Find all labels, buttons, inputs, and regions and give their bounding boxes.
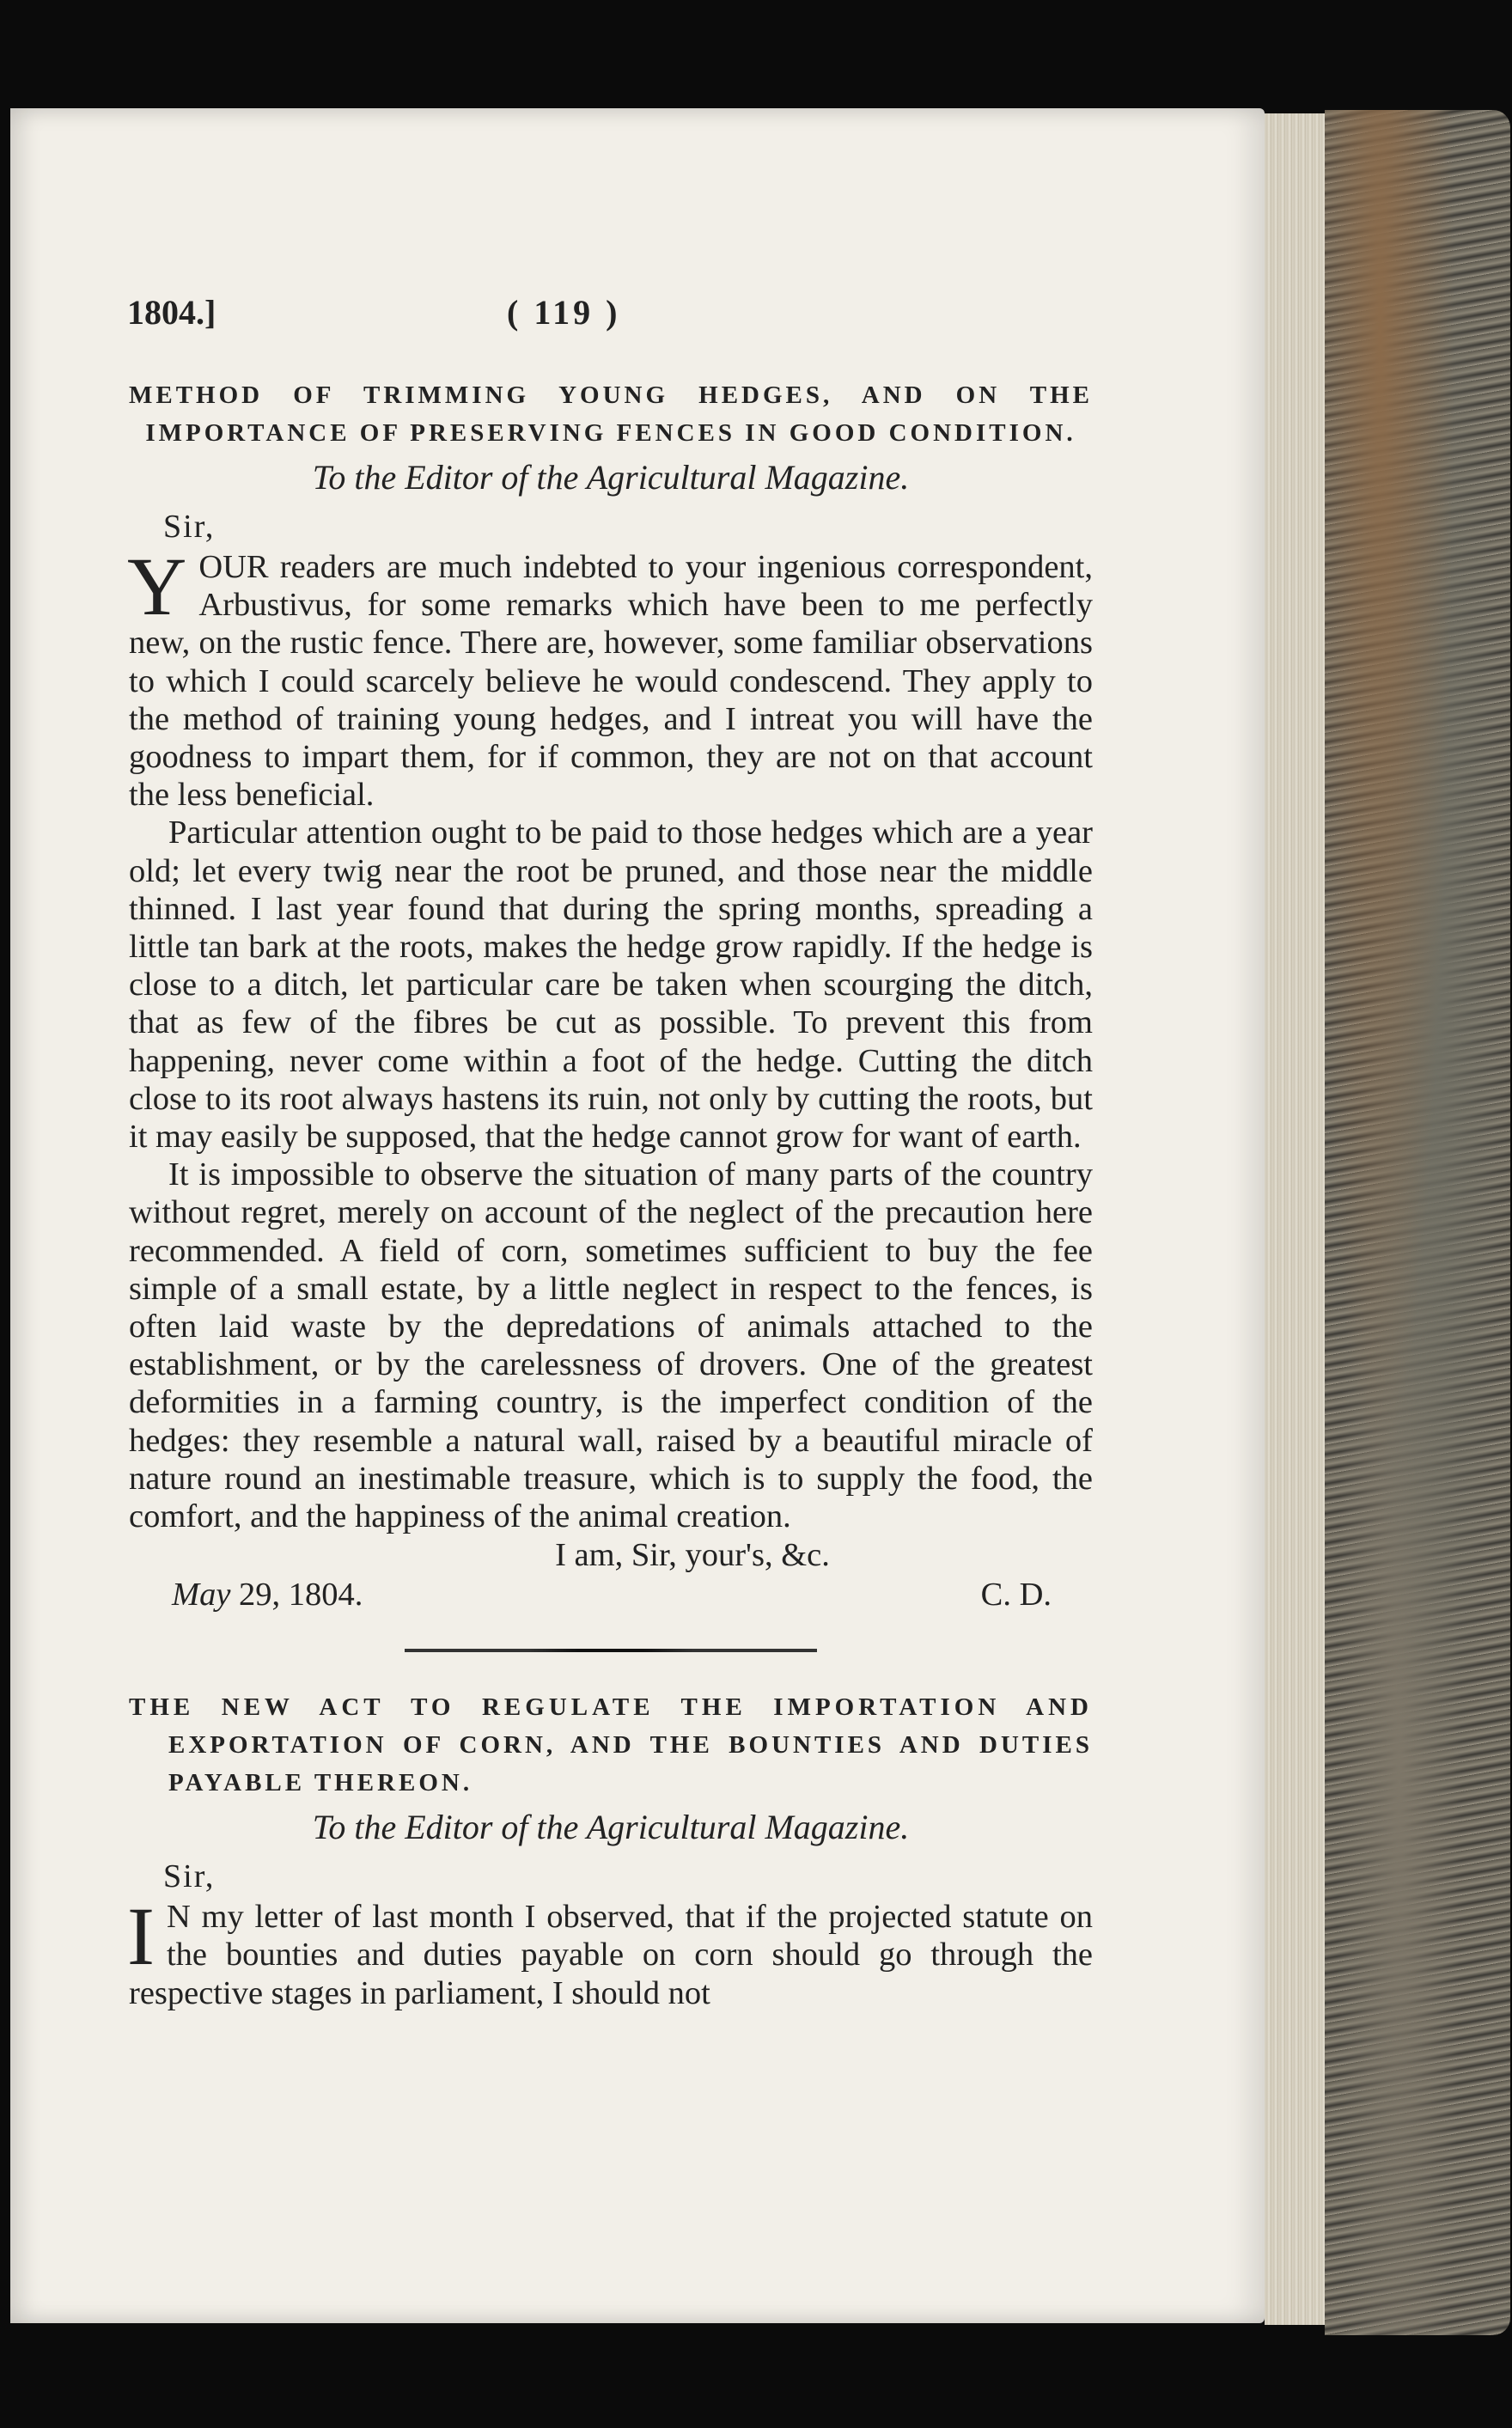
article-title-line-2: EXPORTATION OF CORN, AND THE BOUNTIES AND DUTIES PAYABLE THEREON. (168, 1731, 1093, 1797)
paragraph-2: Particular attention ought to be paid to those hedges which are a year old; let every twig near the root be pruned, and those near the middle thinned. I last year found that during the spring months, spreading a little tan bark at the roots, makes the hedge grow rapidly. If the hedge is close to a ditch, let particular care be taken when scourging the ditch, that as few of the fibres be cut as possible. To prevent this from happening, never come within a foot of the hedge. Cutting the ditch close to its root always hastens its ruin, not only by cutting the roots, but it may easily be supposed, that the hedge cannot grow for want of earth. (129, 814, 1093, 1156)
closing-line: I am, Sir, your's, &c. (555, 1537, 830, 1574)
editor-address: To the Editor of the Agricultural Magazine. (312, 1808, 910, 1847)
article-title: METHOD OF TRIMMING YOUNG HEDGES, AND ON THE IMPORTANCE OF PRESERVING FENCES IN GOOD CONDITION. (129, 381, 1093, 447)
paragraph-1-text: OUR readers are much indebted to your ingenious correspondent, Arbustivus, for some remarks which have been to me perfectly new, on the rustic fence. There are, however, some familiar observations to which I could scarcely believe he would condescend. They apply to the method of training young hedges, and I intreat you will have the goodness to impart them, for if common, they are not on that account the less beneficial. (129, 549, 1093, 814)
letter-date-rest: 29, 1804. (239, 1577, 363, 1614)
paragraph-1 (127, 1890, 1093, 2012)
drop-cap: Y (127, 540, 187, 632)
salutation: Sir, (163, 509, 216, 545)
salutation: Sir, (163, 1858, 216, 1895)
paragraph-1 (127, 540, 1093, 814)
page-content (129, 292, 1093, 2012)
marbled-cover-edge (1325, 110, 1510, 2335)
paragraph-3: It is impossible to observe the situation of many parts of the country without regret, merely on account of the neglect of the precaution here recommended. A field of corn, sometimes sufficient to buy the fee simple of a small estate, by a little neglect in respect to the fences, is often laid waste by the depredations of animals attached to the establishment, or by the carelessness of drovers. One of the greatest deformities in a farming country, is the imperfect condition of the hedges: they resemble a natural wall, raised by a beautiful miracle of nature round an inestimable treasure, which is to supply the food, the comfort, and the happiness of the animal creation. (129, 1156, 1093, 1535)
article-corn-act (129, 1688, 1093, 2012)
editor-address: To the Editor of the Agricultural Magazine. (312, 458, 910, 497)
letter-date-month: May (172, 1577, 231, 1614)
running-head-year: 1804.] (127, 293, 216, 332)
page-number: ( 119 ) (507, 293, 621, 332)
letter-date (172, 1575, 363, 1614)
section-divider (405, 1649, 817, 1652)
author-initials: C. D. (980, 1577, 1052, 1614)
running-head (129, 292, 1093, 344)
drop-cap: I (127, 1890, 155, 1983)
article-hedges (129, 376, 1093, 1618)
article-title-line-1: THE NEW ACT TO REGULATE THE IMPORTATION AND (129, 1693, 1093, 1722)
signoff (129, 1575, 1093, 1618)
paragraph-1-text: N my letter of last month I observed, that if the projected statute on the bounties and duties payable on corn should go through the respective stages in parliament, I should not (129, 1899, 1093, 2011)
page-edges (1265, 113, 1325, 2325)
